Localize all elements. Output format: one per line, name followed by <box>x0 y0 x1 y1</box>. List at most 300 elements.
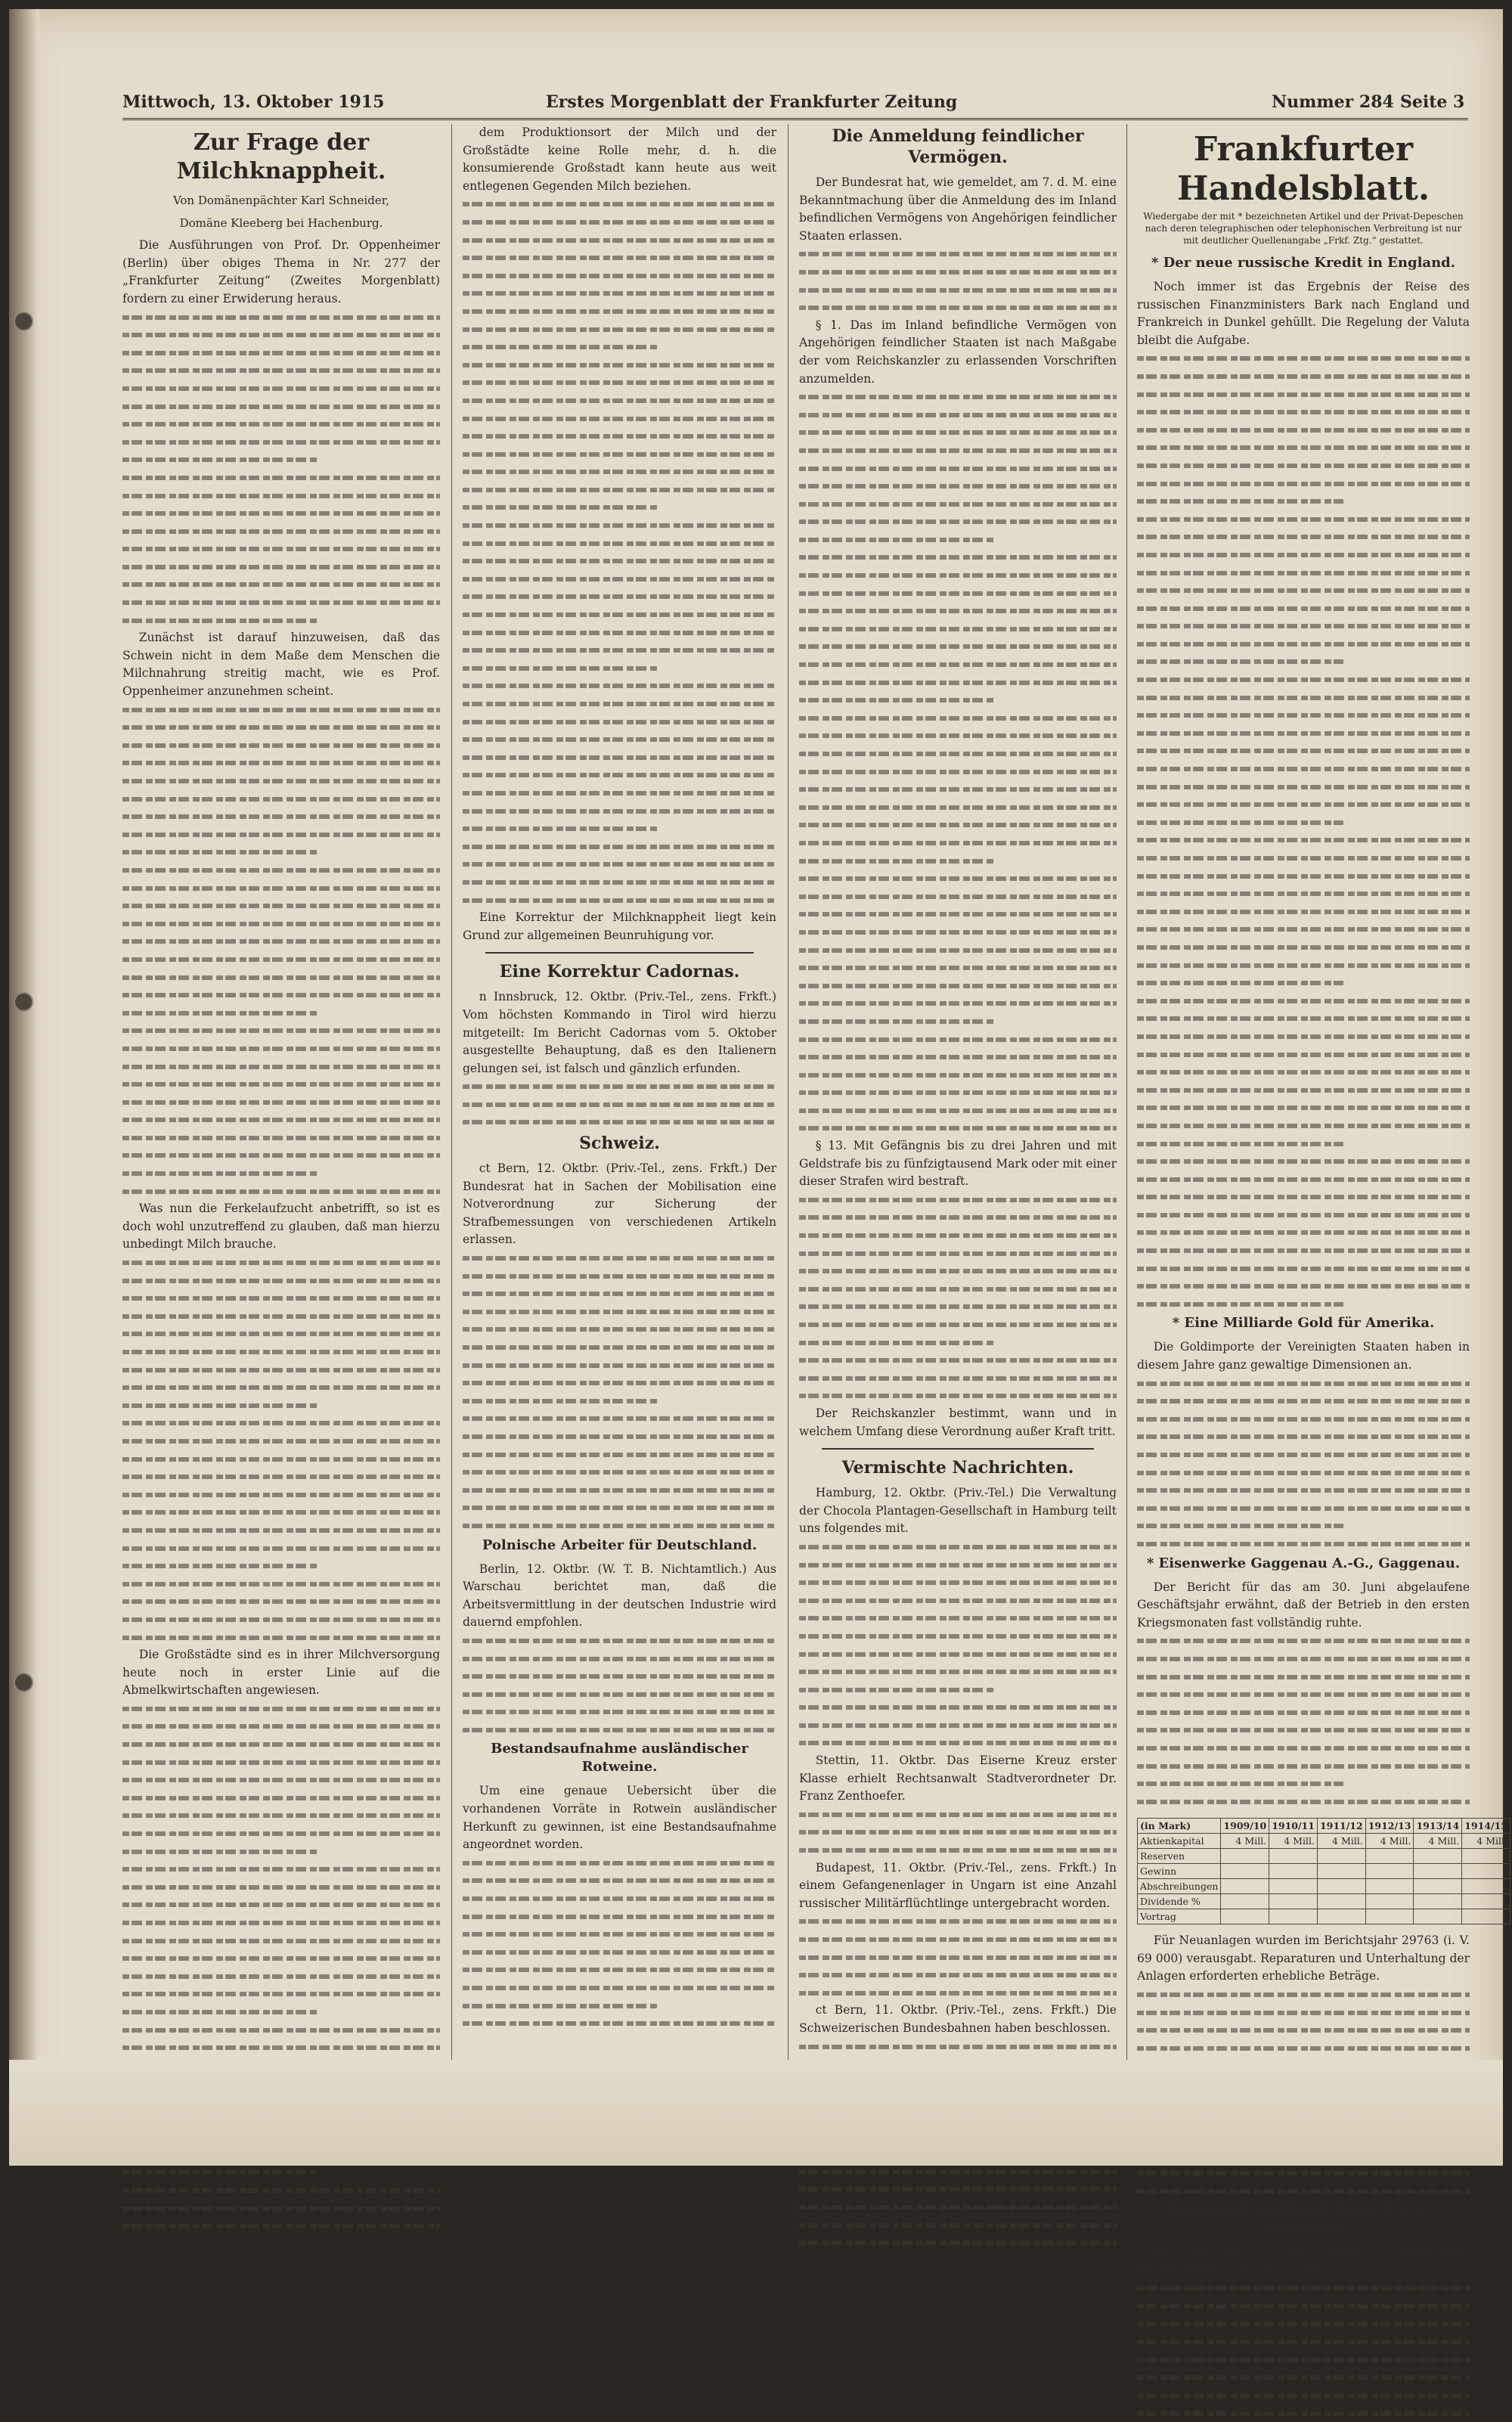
text-line <box>463 1517 776 1535</box>
text-line <box>1137 2333 1470 2351</box>
text-line <box>799 1280 1117 1298</box>
text-line <box>463 321 776 339</box>
table-cell: Gewinn <box>1138 1864 1221 1879</box>
table-cell <box>1462 1864 1510 1879</box>
section-heading: * Der neue russische Kredit in England. <box>1151 255 1456 271</box>
text-line <box>799 1191 1117 1209</box>
text-line <box>1137 724 1470 743</box>
text-line <box>1137 957 1470 975</box>
text-line <box>122 1896 440 1914</box>
paragraph: Die Großstädte sind es in ihrer Milchversorgung heute noch in erster Linie auf die Abmelkwirtschaften angewiesen. <box>122 1648 440 1698</box>
header-paper-title: Erstes Morgenblatt der Frankfurter Zeitung <box>546 92 958 112</box>
text-line <box>799 513 1117 531</box>
table-row <box>1138 1894 1510 1909</box>
text-line <box>1137 920 1470 938</box>
table-cell <box>1365 1894 1414 1909</box>
text-line <box>799 637 1117 656</box>
text-line <box>122 2021 440 2039</box>
text-line <box>1137 706 1470 724</box>
text-line <box>122 790 440 808</box>
text-line <box>1137 938 1470 957</box>
text-line <box>799 1208 1117 1227</box>
text-line <box>799 585 1117 603</box>
table-cell: Dividende % <box>1138 1894 1221 1909</box>
body-text-block <box>799 1191 1117 1405</box>
text-line <box>463 1650 776 1668</box>
text-line <box>122 1450 440 1468</box>
text-line <box>122 879 440 898</box>
table-header-cell: 1912/13 <box>1365 1819 1414 1834</box>
text-line <box>1137 367 1470 386</box>
text-line <box>463 1481 776 1499</box>
text-line <box>122 540 440 558</box>
section-heading: Polnische Arbeiter für Deutschland. <box>482 1537 758 1553</box>
text-line <box>799 1556 1117 1574</box>
text-line <box>1137 600 1470 618</box>
text-line <box>122 2217 440 2235</box>
text-line <box>122 1575 440 1593</box>
paragraph: dem Produktionsort der Milch und der Großstädte keine Rolle mehr, d. h. die konsumierende Großstadt kann heute aus weit entlegenen Gegenden Milch beziehen. <box>463 126 776 193</box>
text-line <box>799 1334 996 1352</box>
text-line <box>1137 1392 1470 1410</box>
text-line <box>463 1078 776 1096</box>
text-line <box>1137 1260 1470 1278</box>
text-line <box>1137 349 1470 367</box>
table-cell: 4 Mill. <box>1414 1834 1462 1849</box>
text-line <box>799 1227 1117 1245</box>
text-line <box>799 691 996 709</box>
section-heading: * Eine Milliarde Gold für Amerika. <box>1172 1315 1435 1332</box>
table-cell <box>1221 1894 1269 1909</box>
text-line <box>463 1908 776 1926</box>
text-line <box>463 249 776 267</box>
text-line <box>463 838 776 856</box>
text-line <box>1137 1685 1470 1704</box>
text-line <box>463 392 776 410</box>
paragraph: Die Ausführungen von Prof. Dr. Oppenheimer (Berlin) über obiges Thema in Nr. 277 der „Frankfurter Zeitung“ (Zweites Morgenblatt) fordern zu einer Erwiderung heraus. <box>122 238 440 305</box>
paragraph: n Innsbruck, 12. Oktbr. (Priv.-Tel., zens. Frkft.) Vom höchsten Kommando in Tirol wird hierzu mitgeteilt: Im Bericht Cadornas vom 5. Oktober ausgestellte Behauptung, daß es den Italienern gelungen sei, ist falsch und gänzlich erfunden. <box>463 990 776 1075</box>
header-page: Seite 3 <box>1400 92 1465 112</box>
text-line <box>1137 1242 1470 1260</box>
text-line <box>122 1717 440 1735</box>
section-heading: * Eisenwerke Gaggenau A.-G., Gaggenau. <box>1146 1555 1461 1571</box>
section-masthead: Frankfurter Handelsblatt. <box>1176 130 1430 208</box>
table-row <box>1138 1864 1510 1879</box>
paragraph: Um eine genaue Uebersicht über die vorhandenen Vorräte in Rotwein ausländischer Herkunft zu gewinnen, ist eine Bestandsaufnahme angeordnet worden. <box>463 1784 776 1852</box>
text-line <box>463 356 776 374</box>
text-line <box>122 1343 440 1361</box>
column-4 <box>1137 124 1508 2277</box>
text-line <box>1137 2297 1470 2315</box>
text-line <box>463 802 776 820</box>
header-number: Nummer 284 <box>1272 92 1394 112</box>
table-header-cell: (in Mark) <box>1138 1819 1221 1834</box>
paragraph: Für Neuanlagen wurden im Berichtsjahr 29763 (i. V. 69 000) verausgabt. Reparaturen und Unterhaltung der Anlagen erforderten erhebliche Beträge. <box>1137 1934 1470 1983</box>
text-line <box>799 1084 1117 1102</box>
text-line <box>122 469 440 487</box>
text-line <box>1137 1499 1470 1518</box>
text-line <box>799 1645 1117 1664</box>
text-line <box>1137 1099 1470 1117</box>
text-line <box>799 763 1117 781</box>
reprint-note: Wiedergabe der mit * bezeichneten Artikel und der Privat-Depeschen nach deren telegraphischen oder telephonischen Verbreitung ist nur mit deutlicher Quellenangabe „Frkf. Ztg.“ gestattet. <box>1143 211 1464 246</box>
text-line <box>1137 1206 1470 1224</box>
table-cell <box>1462 1909 1510 1924</box>
text-line <box>122 1968 440 1986</box>
text-line <box>799 780 1117 799</box>
text-line <box>1137 1757 1470 1775</box>
text-line <box>463 1096 776 1114</box>
text-line <box>1137 1009 1470 1028</box>
text-line <box>463 1703 776 1721</box>
text-line <box>799 2198 1117 2216</box>
text-line <box>1137 778 1470 796</box>
section-heading: Vermischte Nachrichten. <box>841 1458 1074 1478</box>
text-line <box>122 1825 440 1843</box>
text-line <box>463 1943 776 1961</box>
text-line <box>799 1966 1117 1984</box>
table-cell: 4 Mill. <box>1365 1834 1414 1849</box>
article-title: Die Anmeldung feindlicher Vermögen. <box>832 126 1084 167</box>
section-divider <box>822 1448 1094 1450</box>
text-line <box>463 1961 776 1979</box>
text-line <box>463 1854 776 1872</box>
text-line <box>799 1245 1117 1263</box>
text-line <box>463 677 776 695</box>
text-line <box>463 1499 776 1517</box>
body-text-block <box>799 1806 1117 1859</box>
text-line <box>463 1446 776 1464</box>
table-cell <box>1462 1894 1510 1909</box>
text-line <box>1137 1775 1343 1793</box>
text-line <box>122 1254 440 1272</box>
text-line <box>1137 386 1470 404</box>
table-cell <box>1462 1879 1510 1894</box>
text-line <box>463 284 776 302</box>
text-line <box>122 1022 440 1040</box>
section-divider <box>485 952 754 954</box>
text-line <box>1137 1481 1470 1499</box>
text-line <box>799 1627 1117 1645</box>
text-line <box>122 932 440 951</box>
text-line <box>122 843 319 861</box>
text-line <box>122 969 440 987</box>
binding-ring <box>14 312 33 331</box>
text-line <box>1137 1223 1470 1242</box>
text-line <box>1137 1986 1470 2004</box>
text-line <box>122 1164 319 1183</box>
text-line <box>463 463 776 481</box>
paragraph: In Ergänzung der bereits mitgeteilten Abschlußziffern wird berichtet. <box>1137 2245 1470 2277</box>
body-text-block <box>1137 1632 1470 1810</box>
text-line <box>799 263 1117 281</box>
table-cell <box>1317 1909 1365 1924</box>
text-line <box>799 1949 1117 1967</box>
text-line <box>1137 1721 1470 1739</box>
text-line <box>1137 1295 1343 1313</box>
text-line <box>799 548 1117 566</box>
text-line <box>122 951 440 969</box>
text-line <box>463 481 776 499</box>
text-line <box>1137 1632 1470 1650</box>
text-line <box>799 1823 1117 1841</box>
text-line <box>463 588 776 606</box>
body-text-block <box>122 701 440 1201</box>
paragraph: § 1. Das im Inland befindliche Vermögen von Angehörigen feindlicher Staaten ist nach Maßgabe der vom Reichskanzler zu erlassenden Vorschriften anzumelden. <box>799 318 1117 386</box>
table-cell <box>1269 1864 1318 1879</box>
text-line <box>122 1754 440 1772</box>
text-line <box>1137 689 1470 707</box>
text-line <box>122 2182 440 2200</box>
text-line <box>799 281 1117 299</box>
table-cell <box>1317 1894 1365 1909</box>
text-line <box>1137 974 1343 992</box>
text-line <box>463 1872 776 1890</box>
table-row <box>1138 1909 1510 1924</box>
text-line <box>122 986 440 1004</box>
text-line <box>122 1075 440 1093</box>
table-cell <box>1414 1864 1462 1879</box>
text-line <box>463 624 776 642</box>
table-cell: Abschreibungen <box>1138 1879 1221 1894</box>
text-line <box>463 267 776 285</box>
text-line <box>122 1914 440 1932</box>
text-line <box>799 1298 1117 1316</box>
text-line <box>799 620 1117 638</box>
text-line <box>122 1878 440 1896</box>
text-line <box>799 923 1117 941</box>
text-line <box>122 1843 319 1861</box>
text-line <box>122 1093 440 1112</box>
text-line <box>1137 2279 1470 2297</box>
text-line <box>1137 581 1470 600</box>
body-text-block <box>1137 1375 1470 1553</box>
text-line <box>463 730 776 749</box>
text-line <box>1137 1428 1470 1446</box>
text-line <box>1137 760 1470 778</box>
text-line <box>799 2216 1117 2234</box>
text-line <box>1137 457 1470 475</box>
text-line <box>463 766 776 784</box>
text-line <box>799 602 1117 620</box>
text-line <box>799 1592 1117 1610</box>
table-cell: 4 Mill. <box>1462 1834 1510 1849</box>
text-line <box>1137 617 1470 635</box>
text-line <box>122 523 440 541</box>
text-line <box>799 888 1117 906</box>
text-line <box>122 1557 319 1575</box>
byline: Domäne Kleeberg bei Hachenburg. <box>179 216 383 230</box>
text-line <box>799 1031 1117 1049</box>
column-rule <box>788 124 789 2060</box>
text-line <box>1137 510 1470 529</box>
table-cell <box>1365 1864 1414 1879</box>
text-line <box>1137 1375 1470 1393</box>
text-line <box>799 1013 996 1031</box>
paragraph: ct Bern, 11. Oktbr. (Priv.-Tel., zens. Frkft.) Die Schweizerischen Bundesbahnen haben beschlossen. <box>799 2003 1117 2035</box>
text-line <box>122 594 440 612</box>
text-line <box>122 487 440 505</box>
text-line <box>799 834 1117 852</box>
text-line <box>122 1146 440 1164</box>
text-line <box>463 820 657 838</box>
body-text-block <box>1137 349 1470 1313</box>
table-cell: Aktienkapital <box>1138 1834 1221 1849</box>
text-line <box>1137 795 1470 814</box>
table-header-cell: 1914/15 <box>1462 1819 1510 1834</box>
text-line <box>799 727 1117 745</box>
text-line <box>122 1985 440 2003</box>
body-text-block <box>463 1854 776 2033</box>
text-line <box>122 309 440 327</box>
body-text-block <box>463 1078 776 1131</box>
text-line <box>1137 403 1470 421</box>
column-1 <box>122 124 440 2060</box>
body-text-block <box>463 195 776 909</box>
binding-spine <box>9 9 39 2166</box>
text-line <box>463 855 776 873</box>
text-line <box>122 415 440 433</box>
text-line <box>463 570 776 588</box>
text-line <box>122 897 440 915</box>
text-line <box>463 1303 776 1321</box>
text-line <box>799 1609 1117 1627</box>
text-line <box>122 1932 440 1950</box>
text-line <box>799 1698 1117 1716</box>
text-line <box>799 566 1117 585</box>
text-line <box>122 1378 440 1397</box>
paragraph: Noch immer ist das Ergebnis der Reise des russischen Finanzministers Bark nach England und Frankreich in Dunkel gehüllt. Die Regelung der Valuta bleibt die Aufgabe. <box>1137 280 1470 347</box>
table-cell <box>1221 1879 1269 1894</box>
paragraph: Die Goldimporte der Vereinigten Staaten haben in diesem Jahre ganz gewaltige Dimensionen an. <box>1137 1340 1470 1372</box>
text-line <box>799 870 1117 888</box>
text-line <box>1137 867 1470 885</box>
section-heading: Bestandsaufnahme ausländischer Rotweine. <box>491 1741 748 1775</box>
text-line <box>122 2039 440 2057</box>
text-line <box>1137 1063 1470 1081</box>
text-line <box>122 1486 440 1504</box>
text-line <box>1137 2386 1470 2405</box>
text-line <box>799 745 1117 763</box>
paragraph: § 13. Mit Gefängnis bis zu drei Jahren und mit Geldstrafe bis zu fünfzigtausend Mark oder mit einer dieser Strafen wird bestraft. <box>799 1139 1117 1189</box>
text-line <box>799 2038 1117 2056</box>
table-header-cell: 1913/14 <box>1414 1819 1462 1834</box>
text-line <box>122 1503 440 1521</box>
text-line <box>463 659 657 678</box>
text-line <box>463 1338 776 1357</box>
text-line <box>1137 1446 1470 1464</box>
text-line <box>1137 2164 1470 2182</box>
paragraph: Hamburg, 12. Oktbr. (Priv.-Tel.) Die Verwaltung der Chocola Plantagen-Gesellschaft in Hamburg teilt uns folgendes mit. <box>799 1486 1117 1536</box>
text-line <box>122 861 440 879</box>
text-line <box>122 1592 440 1611</box>
text-line <box>463 231 776 250</box>
text-line <box>799 1734 1117 1752</box>
table-cell <box>1365 1879 1414 1894</box>
text-line <box>463 1392 657 1410</box>
text-line <box>799 1316 1117 1334</box>
text-line <box>122 1949 440 1968</box>
table-cell <box>1269 1849 1318 1864</box>
table-header-row <box>1138 1819 1510 1834</box>
text-line <box>122 1468 440 1486</box>
text-line <box>463 1721 776 1739</box>
text-line <box>122 433 440 451</box>
text-line <box>1137 546 1470 564</box>
column-rule <box>451 124 452 2060</box>
paragraph: Budapest, 11. Oktbr. (Priv.-Tel., zens. Frkft.) In einem Gefangenenlager in Ungarn ist eine Anzahl russischer Militärflüchtlinge untergebracht worden. <box>799 1860 1117 1910</box>
text-line <box>122 1183 440 1201</box>
text-line <box>1137 1277 1470 1295</box>
text-line <box>463 445 776 464</box>
table-header-cell: 1910/11 <box>1269 1819 1318 1834</box>
body-text-block <box>122 309 440 630</box>
table-cell <box>1221 1909 1269 1924</box>
text-line <box>1137 564 1470 582</box>
text-line <box>122 1129 440 1147</box>
text-line <box>122 718 440 737</box>
body-text-block <box>799 1538 1117 1752</box>
text-line <box>122 612 319 630</box>
text-line <box>463 1632 776 1650</box>
text-line <box>799 245 1117 263</box>
table-cell <box>1365 1849 1414 1864</box>
text-line <box>799 1841 1117 1859</box>
text-line <box>1137 1650 1470 1668</box>
text-line <box>1137 635 1470 653</box>
table-cell <box>1414 1849 1462 1864</box>
text-line <box>799 674 1117 692</box>
text-line <box>799 1912 1117 1930</box>
text-line <box>799 495 1117 513</box>
table-cell <box>1317 1864 1365 1879</box>
text-line <box>463 374 776 392</box>
text-line <box>463 1463 776 1481</box>
text-line <box>799 2180 1117 2198</box>
text-line <box>799 1538 1117 1556</box>
text-line <box>122 1629 440 1647</box>
text-line <box>463 2014 776 2033</box>
table-cell <box>1414 1894 1462 1909</box>
column-rule <box>1126 124 1127 2060</box>
text-line <box>463 195 776 213</box>
text-line <box>1137 2405 1470 2422</box>
text-line <box>463 1890 776 1908</box>
body-text-block <box>799 245 1117 316</box>
table-cell <box>1317 1849 1365 1864</box>
text-line <box>799 1262 1117 1280</box>
text-line <box>122 737 440 755</box>
text-line <box>799 1806 1117 1824</box>
text-line <box>1137 903 1470 921</box>
text-line <box>799 1716 1117 1735</box>
text-line <box>122 558 440 576</box>
text-line <box>799 406 1117 424</box>
text-line <box>122 1040 440 1058</box>
text-line <box>1137 1464 1470 1482</box>
text-line <box>799 531 996 549</box>
text-line <box>463 410 776 428</box>
text-line <box>122 1361 440 1379</box>
text-line <box>463 516 776 535</box>
text-line <box>799 1048 1117 1066</box>
text-line <box>122 826 440 844</box>
text-line <box>122 1289 440 1307</box>
text-line <box>463 1685 776 1704</box>
text-line <box>122 1789 440 1807</box>
text-line <box>122 1111 440 1129</box>
text-line <box>1137 849 1470 867</box>
